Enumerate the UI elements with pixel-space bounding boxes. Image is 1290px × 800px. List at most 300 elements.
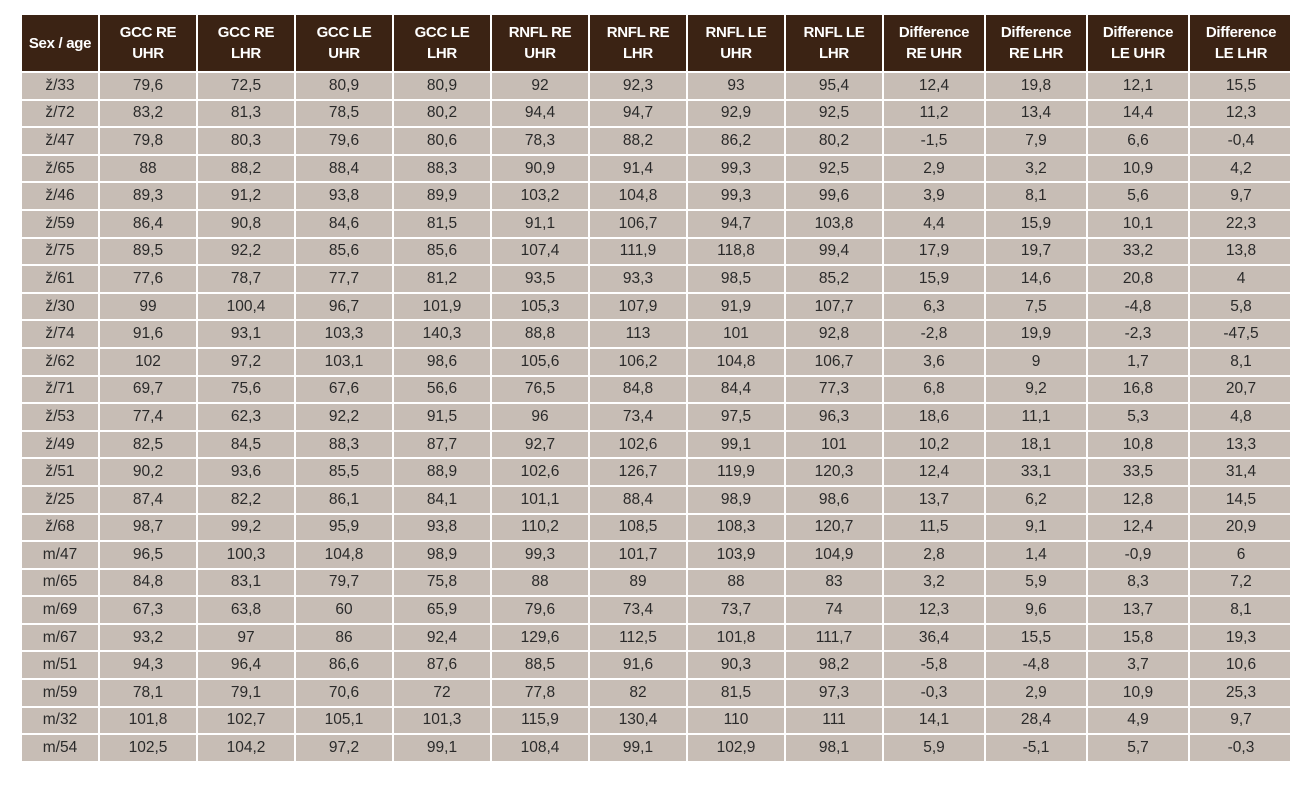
value-cell: 98,6: [394, 347, 492, 375]
sex-age-cell: ž/30: [22, 292, 100, 320]
sex-age-cell: m/69: [22, 595, 100, 623]
sex-age-cell: ž/25: [22, 485, 100, 513]
sex-age-cell: ž/62: [22, 347, 100, 375]
value-cell: 86,2: [688, 126, 786, 154]
table-row: [22, 154, 1290, 182]
value-cell: 4,2: [1190, 154, 1290, 182]
value-cell: 80,6: [394, 126, 492, 154]
value-cell: 10,9: [1088, 154, 1190, 182]
column-header: Difference LE LHR: [1190, 15, 1290, 71]
value-cell: 107,4: [492, 237, 590, 265]
value-cell: 98,6: [786, 485, 884, 513]
value-cell: 98,5: [688, 264, 786, 292]
value-cell: 72: [394, 678, 492, 706]
value-cell: 7,2: [1190, 568, 1290, 596]
value-cell: 78,1: [100, 678, 198, 706]
value-cell: 101: [688, 319, 786, 347]
value-cell: 88: [688, 568, 786, 596]
measurements-table: [22, 15, 1290, 761]
value-cell: 88,2: [198, 154, 296, 182]
value-cell: 104,8: [688, 347, 786, 375]
value-cell: 73,4: [590, 402, 688, 430]
value-cell: 100,4: [198, 292, 296, 320]
column-header: Difference RE UHR: [884, 15, 986, 71]
value-cell: 103,1: [296, 347, 394, 375]
value-cell: 33,2: [1088, 237, 1190, 265]
value-cell: 80,9: [296, 71, 394, 99]
value-cell: 84,6: [296, 209, 394, 237]
value-cell: -2,8: [884, 319, 986, 347]
value-cell: 97,2: [296, 733, 394, 761]
value-cell: 86,6: [296, 650, 394, 678]
value-cell: 93,8: [296, 181, 394, 209]
value-cell: 101,1: [492, 485, 590, 513]
value-cell: 8,1: [1190, 595, 1290, 623]
value-cell: 4,8: [1190, 402, 1290, 430]
value-cell: 88,8: [492, 319, 590, 347]
value-cell: 102,6: [492, 457, 590, 485]
value-cell: 118,8: [688, 237, 786, 265]
value-cell: 31,4: [1190, 457, 1290, 485]
value-cell: 93,5: [492, 264, 590, 292]
value-cell: 92,4: [394, 623, 492, 651]
sex-age-cell: ž/74: [22, 319, 100, 347]
value-cell: 79,1: [198, 678, 296, 706]
value-cell: 14,5: [1190, 485, 1290, 513]
sex-age-cell: ž/72: [22, 99, 100, 127]
value-cell: 101: [786, 430, 884, 458]
table-body: [22, 71, 1290, 761]
column-header: RNFL LE LHR: [786, 15, 884, 71]
sex-age-cell: m/51: [22, 650, 100, 678]
value-cell: 12,8: [1088, 485, 1190, 513]
value-cell: 93,2: [100, 623, 198, 651]
table-row: [22, 319, 1290, 347]
sex-age-cell: ž/47: [22, 126, 100, 154]
value-cell: 15,5: [986, 623, 1088, 651]
value-cell: -4,8: [1088, 292, 1190, 320]
value-cell: -4,8: [986, 650, 1088, 678]
value-cell: 20,7: [1190, 375, 1290, 403]
value-cell: 12,4: [1088, 513, 1190, 541]
value-cell: 81,5: [394, 209, 492, 237]
value-cell: 67,6: [296, 375, 394, 403]
sex-age-cell: ž/59: [22, 209, 100, 237]
value-cell: 13,8: [1190, 237, 1290, 265]
table-row: [22, 650, 1290, 678]
value-cell: 91,4: [590, 154, 688, 182]
value-cell: 80,9: [394, 71, 492, 99]
column-header: GCC RE LHR: [198, 15, 296, 71]
value-cell: 78,7: [198, 264, 296, 292]
value-cell: 13,3: [1190, 430, 1290, 458]
value-cell: 74: [786, 595, 884, 623]
value-cell: 12,3: [1190, 99, 1290, 127]
value-cell: 105,6: [492, 347, 590, 375]
value-cell: 84,5: [198, 430, 296, 458]
value-cell: 115,9: [492, 706, 590, 734]
value-cell: 111: [786, 706, 884, 734]
value-cell: 81,2: [394, 264, 492, 292]
table-row: [22, 485, 1290, 513]
sex-age-cell: m/54: [22, 733, 100, 761]
sex-age-cell: ž/51: [22, 457, 100, 485]
column-header: Difference RE LHR: [986, 15, 1088, 71]
value-cell: 93,6: [198, 457, 296, 485]
table-row: [22, 375, 1290, 403]
value-cell: 129,6: [492, 623, 590, 651]
value-cell: 99,6: [786, 181, 884, 209]
value-cell: 94,4: [492, 99, 590, 127]
value-cell: 102,6: [590, 430, 688, 458]
table-row: [22, 264, 1290, 292]
value-cell: 130,4: [590, 706, 688, 734]
value-cell: 73,7: [688, 595, 786, 623]
value-cell: 108,3: [688, 513, 786, 541]
value-cell: 88,9: [394, 457, 492, 485]
value-cell: 56,6: [394, 375, 492, 403]
value-cell: 105,3: [492, 292, 590, 320]
value-cell: 92,5: [786, 99, 884, 127]
value-cell: 106,7: [786, 347, 884, 375]
sex-age-cell: m/32: [22, 706, 100, 734]
column-header: GCC RE UHR: [100, 15, 198, 71]
value-cell: 90,9: [492, 154, 590, 182]
value-cell: 77,4: [100, 402, 198, 430]
value-cell: 62,3: [198, 402, 296, 430]
sex-age-cell: ž/61: [22, 264, 100, 292]
value-cell: 6,2: [986, 485, 1088, 513]
value-cell: 94,7: [590, 99, 688, 127]
sex-age-cell: ž/71: [22, 375, 100, 403]
value-cell: -5,1: [986, 733, 1088, 761]
value-cell: 93,1: [198, 319, 296, 347]
sex-age-cell: m/67: [22, 623, 100, 651]
value-cell: 7,9: [986, 126, 1088, 154]
value-cell: 96,3: [786, 402, 884, 430]
header-row: [22, 15, 1290, 71]
value-cell: 11,5: [884, 513, 986, 541]
value-cell: 120,7: [786, 513, 884, 541]
column-header: RNFL RE UHR: [492, 15, 590, 71]
value-cell: 10,9: [1088, 678, 1190, 706]
value-cell: 33,1: [986, 457, 1088, 485]
table-row: [22, 71, 1290, 99]
value-cell: 63,8: [198, 595, 296, 623]
value-cell: 18,1: [986, 430, 1088, 458]
value-cell: 9,6: [986, 595, 1088, 623]
value-cell: 110: [688, 706, 786, 734]
value-cell: 2,9: [986, 678, 1088, 706]
value-cell: 5,3: [1088, 402, 1190, 430]
sex-age-cell: ž/68: [22, 513, 100, 541]
value-cell: 84,8: [100, 568, 198, 596]
value-cell: 88,4: [590, 485, 688, 513]
value-cell: 80,2: [786, 126, 884, 154]
value-cell: 89,5: [100, 237, 198, 265]
value-cell: 112,5: [590, 623, 688, 651]
value-cell: 85,5: [296, 457, 394, 485]
value-cell: 99,1: [590, 733, 688, 761]
value-cell: 22,3: [1190, 209, 1290, 237]
value-cell: 101,3: [394, 706, 492, 734]
value-cell: 12,4: [884, 71, 986, 99]
value-cell: 97,2: [198, 347, 296, 375]
value-cell: 103,2: [492, 181, 590, 209]
value-cell: -0,3: [884, 678, 986, 706]
value-cell: 13,7: [1088, 595, 1190, 623]
value-cell: 72,5: [198, 71, 296, 99]
value-cell: 79,6: [492, 595, 590, 623]
value-cell: 6,3: [884, 292, 986, 320]
value-cell: 6,6: [1088, 126, 1190, 154]
value-cell: 97,3: [786, 678, 884, 706]
value-cell: 89: [590, 568, 688, 596]
value-cell: 3,6: [884, 347, 986, 375]
value-cell: 7,5: [986, 292, 1088, 320]
value-cell: 120,3: [786, 457, 884, 485]
value-cell: 106,7: [590, 209, 688, 237]
value-cell: 12,3: [884, 595, 986, 623]
column-header: RNFL LE UHR: [688, 15, 786, 71]
value-cell: 87,6: [394, 650, 492, 678]
value-cell: 101,8: [688, 623, 786, 651]
value-cell: 103,8: [786, 209, 884, 237]
value-cell: 69,7: [100, 375, 198, 403]
value-cell: 102,9: [688, 733, 786, 761]
value-cell: 15,9: [986, 209, 1088, 237]
value-cell: 96,5: [100, 540, 198, 568]
value-cell: 18,6: [884, 402, 986, 430]
column-header: GCC LE LHR: [394, 15, 492, 71]
value-cell: 111,9: [590, 237, 688, 265]
value-cell: 91,5: [394, 402, 492, 430]
value-cell: 94,7: [688, 209, 786, 237]
value-cell: 83: [786, 568, 884, 596]
value-cell: 78,5: [296, 99, 394, 127]
value-cell: 107,9: [590, 292, 688, 320]
value-cell: 104,9: [786, 540, 884, 568]
value-cell: 92: [492, 71, 590, 99]
table-row: [22, 457, 1290, 485]
value-cell: 85,2: [786, 264, 884, 292]
value-cell: 19,7: [986, 237, 1088, 265]
value-cell: 92,9: [688, 99, 786, 127]
value-cell: 92,8: [786, 319, 884, 347]
value-cell: 78,3: [492, 126, 590, 154]
value-cell: 2,8: [884, 540, 986, 568]
value-cell: 106,2: [590, 347, 688, 375]
value-cell: 108,5: [590, 513, 688, 541]
value-cell: 75,6: [198, 375, 296, 403]
value-cell: 73,4: [590, 595, 688, 623]
value-cell: 100,3: [198, 540, 296, 568]
value-cell: 98,7: [100, 513, 198, 541]
value-cell: 87,7: [394, 430, 492, 458]
sex-age-cell: m/65: [22, 568, 100, 596]
value-cell: 82,5: [100, 430, 198, 458]
value-cell: 4: [1190, 264, 1290, 292]
value-cell: 9,2: [986, 375, 1088, 403]
value-cell: 91,9: [688, 292, 786, 320]
value-cell: -1,5: [884, 126, 986, 154]
value-cell: 3,9: [884, 181, 986, 209]
value-cell: 80,3: [198, 126, 296, 154]
value-cell: 105,1: [296, 706, 394, 734]
value-cell: 94,3: [100, 650, 198, 678]
table-row: [22, 99, 1290, 127]
value-cell: 12,4: [884, 457, 986, 485]
value-cell: -0,3: [1190, 733, 1290, 761]
value-cell: 5,6: [1088, 181, 1190, 209]
table-row: [22, 126, 1290, 154]
value-cell: 90,2: [100, 457, 198, 485]
sex-age-cell: ž/65: [22, 154, 100, 182]
value-cell: 82,2: [198, 485, 296, 513]
value-cell: 6: [1190, 540, 1290, 568]
value-cell: 17,9: [884, 237, 986, 265]
value-cell: 95,4: [786, 71, 884, 99]
value-cell: 1,4: [986, 540, 1088, 568]
value-cell: 108,4: [492, 733, 590, 761]
value-cell: 10,1: [1088, 209, 1190, 237]
table-row: [22, 430, 1290, 458]
value-cell: 10,2: [884, 430, 986, 458]
column-header: Sex / age: [22, 15, 100, 71]
value-cell: 77,8: [492, 678, 590, 706]
table-row: [22, 181, 1290, 209]
value-cell: 36,4: [884, 623, 986, 651]
value-cell: 19,9: [986, 319, 1088, 347]
value-cell: 91,1: [492, 209, 590, 237]
value-cell: 97,5: [688, 402, 786, 430]
value-cell: 77,7: [296, 264, 394, 292]
table-row: [22, 706, 1290, 734]
value-cell: 84,4: [688, 375, 786, 403]
value-cell: 75,8: [394, 568, 492, 596]
table-row: [22, 513, 1290, 541]
value-cell: 110,2: [492, 513, 590, 541]
value-cell: 20,9: [1190, 513, 1290, 541]
value-cell: 79,6: [296, 126, 394, 154]
value-cell: 88,5: [492, 650, 590, 678]
value-cell: 4,4: [884, 209, 986, 237]
value-cell: 3,7: [1088, 650, 1190, 678]
value-cell: 107,7: [786, 292, 884, 320]
value-cell: 91,2: [198, 181, 296, 209]
value-cell: 14,4: [1088, 99, 1190, 127]
value-cell: 4,9: [1088, 706, 1190, 734]
value-cell: 102: [100, 347, 198, 375]
value-cell: 20,8: [1088, 264, 1190, 292]
value-cell: 88: [100, 154, 198, 182]
value-cell: 98,9: [394, 540, 492, 568]
value-cell: 67,3: [100, 595, 198, 623]
value-cell: 60: [296, 595, 394, 623]
value-cell: 86,1: [296, 485, 394, 513]
value-cell: 92,2: [198, 237, 296, 265]
table-row: [22, 540, 1290, 568]
value-cell: 84,1: [394, 485, 492, 513]
value-cell: 99,1: [688, 430, 786, 458]
value-cell: 1,7: [1088, 347, 1190, 375]
sex-age-cell: ž/53: [22, 402, 100, 430]
value-cell: 98,2: [786, 650, 884, 678]
value-cell: 83,1: [198, 568, 296, 596]
value-cell: 92,7: [492, 430, 590, 458]
sex-age-cell: ž/49: [22, 430, 100, 458]
table-row: [22, 568, 1290, 596]
value-cell: 99,1: [394, 733, 492, 761]
value-cell: 8,1: [1190, 347, 1290, 375]
value-cell: 79,7: [296, 568, 394, 596]
value-cell: 6,8: [884, 375, 986, 403]
table-row: [22, 402, 1290, 430]
value-cell: 11,1: [986, 402, 1088, 430]
value-cell: 81,3: [198, 99, 296, 127]
value-cell: 88,3: [296, 430, 394, 458]
data-table-container: [22, 15, 1277, 761]
value-cell: -0,4: [1190, 126, 1290, 154]
value-cell: -5,8: [884, 650, 986, 678]
value-cell: 12,1: [1088, 71, 1190, 99]
value-cell: 98,1: [786, 733, 884, 761]
value-cell: 5,9: [884, 733, 986, 761]
value-cell: -2,3: [1088, 319, 1190, 347]
value-cell: 86,4: [100, 209, 198, 237]
value-cell: 113: [590, 319, 688, 347]
value-cell: 77,6: [100, 264, 198, 292]
value-cell: 103,3: [296, 319, 394, 347]
value-cell: 101,7: [590, 540, 688, 568]
sex-age-cell: m/47: [22, 540, 100, 568]
value-cell: 87,4: [100, 485, 198, 513]
value-cell: 8,1: [986, 181, 1088, 209]
value-cell: 92,5: [786, 154, 884, 182]
value-cell: 16,8: [1088, 375, 1190, 403]
table-row: [22, 595, 1290, 623]
value-cell: 95,9: [296, 513, 394, 541]
column-header: Difference LE UHR: [1088, 15, 1190, 71]
value-cell: 83,2: [100, 99, 198, 127]
value-cell: 119,9: [688, 457, 786, 485]
value-cell: 19,3: [1190, 623, 1290, 651]
value-cell: 5,7: [1088, 733, 1190, 761]
value-cell: 96,7: [296, 292, 394, 320]
value-cell: 33,5: [1088, 457, 1190, 485]
value-cell: 111,7: [786, 623, 884, 651]
value-cell: 14,6: [986, 264, 1088, 292]
value-cell: 80,2: [394, 99, 492, 127]
value-cell: 88,4: [296, 154, 394, 182]
value-cell: 11,2: [884, 99, 986, 127]
value-cell: 85,6: [394, 237, 492, 265]
value-cell: 28,4: [986, 706, 1088, 734]
value-cell: 9,1: [986, 513, 1088, 541]
table-row: [22, 347, 1290, 375]
value-cell: 104,8: [590, 181, 688, 209]
value-cell: 92,2: [296, 402, 394, 430]
value-cell: 14,1: [884, 706, 986, 734]
value-cell: 86: [296, 623, 394, 651]
value-cell: 126,7: [590, 457, 688, 485]
value-cell: 90,3: [688, 650, 786, 678]
value-cell: 5,8: [1190, 292, 1290, 320]
value-cell: 96,4: [198, 650, 296, 678]
table-row: [22, 623, 1290, 651]
value-cell: 13,7: [884, 485, 986, 513]
value-cell: 99,3: [688, 154, 786, 182]
